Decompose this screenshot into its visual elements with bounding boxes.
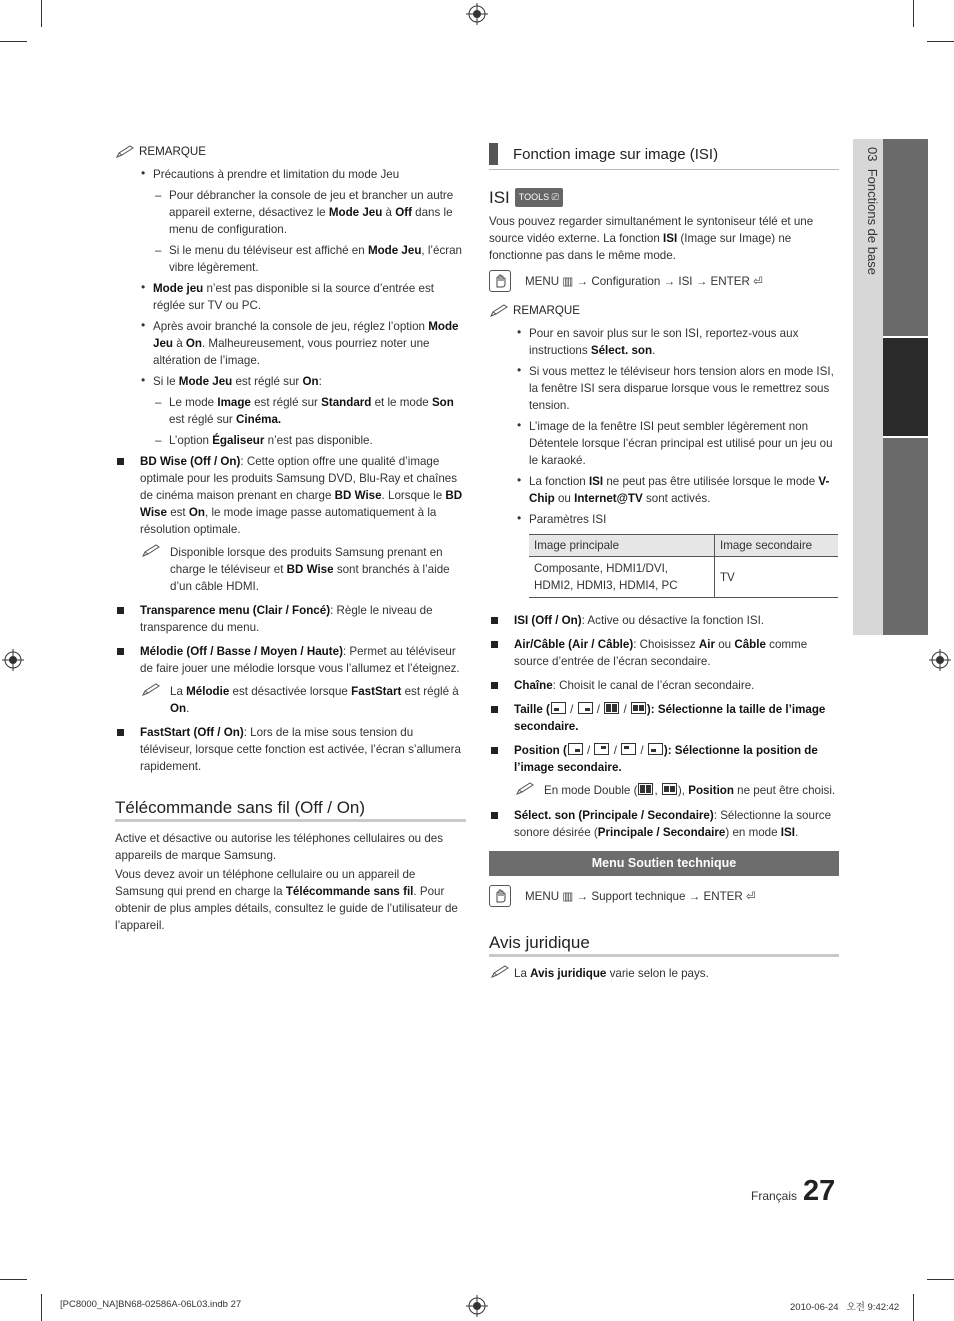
isi-on-off-item: ISI (Off / On): Active ou désactive la fonction ISI. [489, 612, 839, 629]
position-top-right-icon [594, 743, 609, 755]
bd-wise-item: BD Wise (Off / On): Cette option offre une qualité d’image optimale pour les produits Samsung DVD, Blu-Ray et chaînes de cinéma maison prenant en charge BD Wise. Lorsque le BD Wise est On, le mode image passe automatiquement à la résolution optimale. [115, 453, 466, 538]
crop-mark [927, 41, 954, 42]
list-item: • Paramètres ISI [517, 511, 839, 528]
pencil-icon [140, 544, 162, 558]
size-medium-icon [578, 702, 593, 714]
size-double-wide-icon [631, 702, 646, 714]
select-son-item: Sélect. son (Principale / Secondaire): Sélectionne la source sonore désirée (Principale / Secondaire) en mode ISI. [489, 807, 839, 841]
bd-wise-note: Disponible lorsque des produits Samsung prenant en charge le téléviseur et BD Wise sont branchés à l’aide d’un câble HDMI. [140, 544, 466, 595]
pencil-icon [514, 782, 536, 796]
crop-mark [913, 0, 914, 27]
isi-heading: ISI TOOLS ⎚ [489, 188, 839, 207]
registration-mark-icon [466, 3, 488, 25]
list-item: • Pour en savoir plus sur le son ISI, reportez-vous aux instructions Sélect. son. [517, 325, 839, 359]
position-item: Position ( / / / ): Sélectionne la position de l’image secondaire. [489, 742, 839, 776]
list-item: • Si le Mode Jeu est réglé sur On: [141, 373, 466, 390]
list-item: • Si vous mettez le téléviseur hors tension alors en mode ISI, la fenêtre ISI sera disparue lorsque vous le remettrez sous tension. [517, 363, 839, 414]
avis-note: La Avis juridique varie selon le pays. [489, 965, 839, 982]
list-item: • L’image de la fenêtre ISI peut sembler légèrement non Détentele lorsque l’écran principal est utilisé pour un jeu ou le karaoké. [517, 418, 839, 469]
size-small-icon [551, 702, 566, 714]
telecommande-heading: Télécommande sans fil (Off / On) [115, 799, 466, 822]
list-item: – Si le menu du téléviseur est affiché en Mode Jeu, l’écran vibre légèrement. [155, 242, 466, 276]
isi-settings-table [529, 534, 838, 598]
chaine-item: Chaîne: Choisit le canal de l’écran secondaire. [489, 677, 839, 694]
chapter-tab-label: 03 Fonctions de base [865, 147, 880, 275]
position-note: En mode Double ( , ), Position ne peut être choisi. [514, 782, 839, 799]
support-bar: Menu Soutien technique [489, 851, 839, 876]
note-heading: REMARQUE [489, 302, 839, 319]
section-bar [489, 143, 498, 165]
side-tab-active [883, 338, 928, 436]
menu-path: MENU ▥ → Support technique → ENTER ⏎ [489, 885, 839, 907]
crop-mark [927, 1279, 954, 1280]
faststart-item: FastStart (Off / On): Lors de la mise sous tension du téléviseur, lorsque cette fonction est activée, l’écran s’allumera rapidement. [115, 724, 466, 775]
list-item: – Le mode Image est réglé sur Standard et le mode Son est réglé sur Cinéma. [155, 394, 466, 428]
crop-mark [41, 1294, 42, 1321]
double-icon [638, 783, 653, 795]
right-column [489, 143, 839, 982]
list-item: • Mode jeu n’est pas disponible si la source d’entrée est réglée sur TV ou PC. [141, 280, 466, 314]
air-cable-item: Air/Câble (Air / Câble): Choisissez Air ou Câble comme source d’entrée de l’écran secondaire. [489, 636, 839, 670]
avis-heading: Avis juridique [489, 934, 839, 957]
crop-mark [913, 1294, 914, 1321]
print-date: 2010-06-24 오전 9:42:42 [790, 1302, 900, 1313]
crop-mark [0, 41, 27, 42]
menu-path: MENU ▥ → Configuration → ISI → ENTER ⏎ [489, 270, 839, 292]
position-top-left-icon [621, 743, 636, 755]
table-cell: TV [714, 557, 838, 598]
list-item: – Pour débrancher la console de jeu et brancher un autre appareil externe, désactivez le Mode Jeu à Off dans le menu de configuration. [155, 187, 466, 238]
list-item: – L’option Égaliseur n’est pas disponible. [155, 432, 466, 449]
registration-mark-icon [466, 1295, 488, 1317]
left-column [115, 143, 466, 934]
hand-icon [489, 270, 511, 292]
pencil-icon [489, 304, 509, 318]
list-item: • Après avoir branché la console de jeu, réglez l’option Mode Jeu à On. Malheureusement, vous pourriez noter une altération de l’image. [141, 318, 466, 369]
page-number: 27 [803, 1175, 836, 1207]
pencil-icon [489, 965, 511, 979]
telecommande-paragraph: Vous devez avoir un téléphone cellulaire ou un appareil de Samsung qui prend en charge la Télécommande sans fil. Pour obtenir de plus amples détails, consultez le guide de l’utilisateur de l’appareil. [115, 868, 458, 932]
pencil-icon [140, 683, 162, 697]
position-bottom-left-icon [648, 743, 663, 755]
table-header: Image principale [529, 535, 714, 557]
side-tab-lower [883, 438, 928, 635]
registration-mark-icon [929, 649, 951, 671]
double-wide-icon [662, 783, 677, 795]
pencil-icon [115, 145, 135, 159]
section-heading: Fonction image sur image (ISI) [489, 143, 839, 170]
table-header: Image secondaire [714, 535, 838, 557]
melodie-item: Mélodie (Off / Basse / Moyen / Haute): Permet au téléviseur de faire jouer une mélodie lorsque vous l’allumez et l’éteignez. [115, 643, 466, 677]
melodie-note: La Mélodie est désactivée lorsque FastStart est réglé à On. [140, 683, 466, 717]
crop-mark [41, 0, 42, 27]
table-cell: Composante, HDMI1/DVI, HDMI2, HDMI3, HDMI4, PC [529, 557, 714, 598]
tools-badge: TOOLS ⎚ [515, 188, 563, 207]
transparence-item: Transparence menu (Clair / Foncé): Règle le niveau de transparence du menu. [115, 602, 466, 636]
side-tab-upper [883, 139, 928, 336]
crop-mark [0, 1279, 27, 1280]
list-item: • Précautions à prendre et limitation du mode Jeu [141, 166, 466, 183]
position-bottom-right-icon [568, 743, 583, 755]
note-heading: REMARQUE [115, 143, 466, 160]
hand-icon [489, 885, 511, 907]
isi-intro: Vous pouvez regarder simultanément le syntoniseur télé et une source vidéo externe. La fonction ISI (Image sur Image) ne fonctionne pas dans le même mode. [489, 215, 814, 262]
print-file-info: [PC8000_NA]BN68-02586A-06L03.indb 27 [60, 1299, 242, 1310]
list-item: • La fonction ISI ne peut pas être utilisée lorsque le mode V-Chip ou Internet@TV sont activés. [517, 473, 839, 507]
language-label: Français [751, 1189, 798, 1203]
registration-mark-icon [2, 649, 24, 671]
size-double-icon [604, 702, 619, 714]
taille-item: Taille ( / / / ): Sélectionne la taille de l’image secondaire. [489, 701, 839, 735]
telecommande-paragraph: Active et désactive ou autorise les téléphones cellulaires ou des appareils de marque Samsung. [115, 832, 444, 862]
